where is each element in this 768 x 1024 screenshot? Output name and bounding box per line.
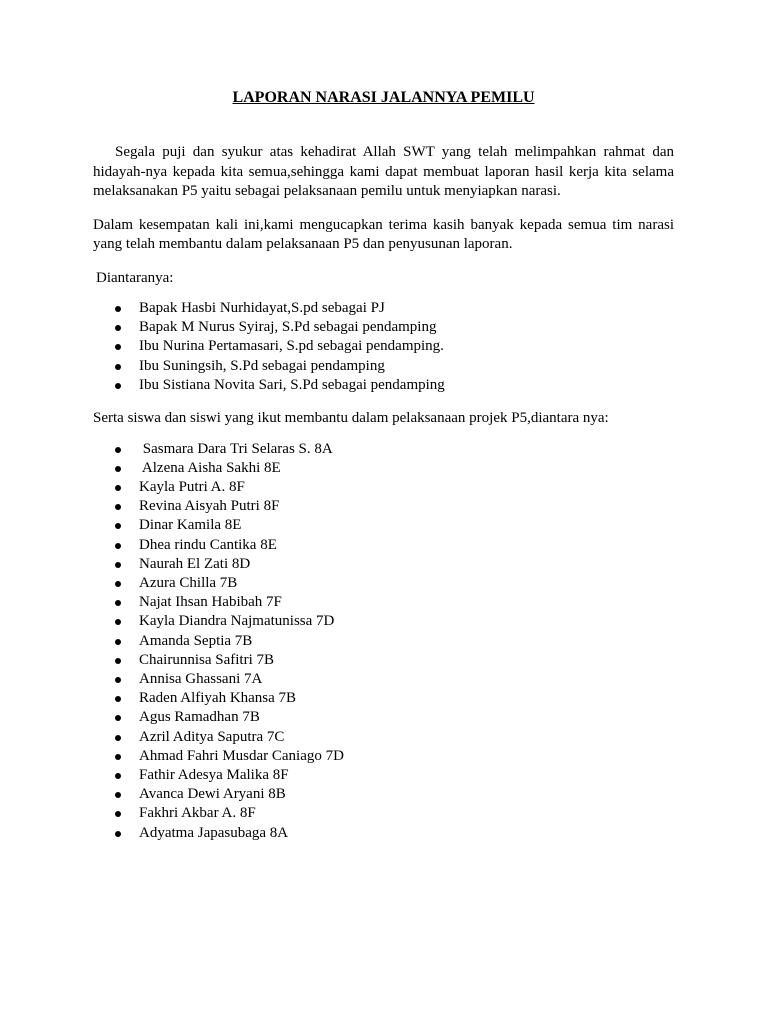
bullet-icon [115,773,121,779]
list-item-text: Fakhri Akbar A. 8F [139,805,256,822]
list-item-text: Adyatma Japasubaga 8A [139,824,289,841]
list-item-text: Ibu Sistiana Novita Sari, S.Pd sebagai pendamping [139,376,445,393]
list-item [93,708,674,727]
bullet-icon [115,658,121,664]
list-item [93,612,674,631]
list-item [93,670,674,689]
list-item-text: Amanda Septia 7B [139,632,253,649]
list-item [93,747,674,766]
bullet-icon [115,831,121,837]
list-item-text: Azura Chilla 7B [139,574,238,591]
list-item [93,593,674,612]
list-item-text: Fathir Adesya Malika 8F [139,766,289,783]
bullet-icon [115,735,121,741]
bullet-icon [115,715,121,721]
bullet-icon [115,447,121,453]
list-item-text: Ibu Nurina Pertamasari, S.pd sebagai pendamping. [139,338,444,355]
list-item-text: Chairunnisa Safitri 7B [139,651,274,668]
list-item [93,632,674,651]
bullet-icon [115,696,121,702]
list-item [93,337,674,356]
bullet-icon [115,600,121,606]
list-item-text: Raden Alfiyah Khansa 7B [139,690,297,707]
list-item-text: Annisa Ghassani 7A [139,670,263,687]
list-item [93,440,674,459]
list-item [93,785,674,804]
bullet-icon [115,383,121,389]
document-body [93,87,674,857]
bullet-icon [115,543,121,549]
bullet-icon [115,504,121,510]
list-item [93,478,674,497]
list-item [93,357,674,376]
list-item [93,555,674,574]
team-heading: Diantaranya: [96,269,174,286]
list-item [93,728,674,747]
list-item [93,299,674,318]
intro-paragraph: Segala puji dan syukur atas kehadirat Allah SWT yang telah melimpahkan rahmat dan hidayah-nya kepada kita semua,sehingga kami dapat membuat laporan hasil kerja kita selama melaksanakan P5 yaitu sebagai pelaksanaan pemilu untuk menyiapkan narasi. [93,144,674,199]
bullet-icon [115,306,121,312]
list-item [93,376,674,395]
students-list [93,440,674,843]
list-item-text: Kayla Putri A. 8F [139,478,245,495]
bullet-icon [115,677,121,683]
students-heading: Serta siswa dan siswi yang ikut membantu dalam pelaksanaan projek P5,diantara nya: [93,410,609,427]
list-item-text: Azril Aditya Saputra 7C [139,728,285,745]
list-item-text: Sasmara Dara Tri Selaras S. 8A [139,440,333,457]
bullet-icon [115,466,121,472]
list-item [93,318,674,337]
list-item-text: Najat Ihsan Habibah 7F [139,594,282,611]
bullet-icon [115,325,121,331]
list-item [93,824,674,843]
list-item-text: Bapak Hasbi Nurhidayat,S.pd sebagai PJ [139,300,385,316]
bullet-icon [115,754,121,760]
list-item [93,766,674,785]
list-item-text: Ahmad Fahri Musdar Caniago 7D [139,747,344,764]
bullet-icon [115,562,121,568]
list-item [93,689,674,708]
list-item-text: Agus Ramadhan 7B [139,709,260,726]
list-item-text: Revina Aisyah Putri 8F [139,498,280,515]
list-item [93,804,674,823]
list-item-text: Bapak M Nurus Syiraj, S.Pd sebagai pendamping [139,319,437,336]
list-item [93,497,674,516]
list-item-text: Naurah El Zati 8D [139,555,251,572]
document-title: LAPORAN NARASI JALANNYA PEMILU [232,89,535,106]
bullet-icon [115,639,121,645]
list-item [93,516,674,535]
bullet-icon [115,523,121,529]
bullet-icon [115,364,121,370]
bullet-icon [115,344,121,350]
list-item-text: Dhea rindu Cantika 8E [139,536,277,553]
list-item [93,536,674,555]
team-list [93,299,674,395]
list-item-text: Ibu Suningsih, S.Pd sebagai pendamping [139,357,385,374]
list-item [93,459,674,478]
bullet-icon [115,792,121,798]
list-item-text: Kayla Diandra Najmatunissa 7D [139,613,335,630]
bullet-icon [115,619,121,625]
list-item-text: Avanca Dewi Aryani 8B [139,786,286,803]
list-item [93,574,674,593]
bullet-icon [115,485,121,491]
list-item-text: Dinar Kamila 8E [139,517,242,534]
bullet-icon [115,581,121,587]
list-item [93,651,674,670]
list-item-text: Alzena Aisha Sakhi 8E [139,459,281,476]
thanks-paragraph: Dalam kesempatan kali ini,kami mengucapkan terima kasih banyak kepada semua tim narasi yang telah membantu dalam pelaksanaan P5 dan penyusunan laporan. [93,216,674,252]
bullet-icon [115,811,121,817]
